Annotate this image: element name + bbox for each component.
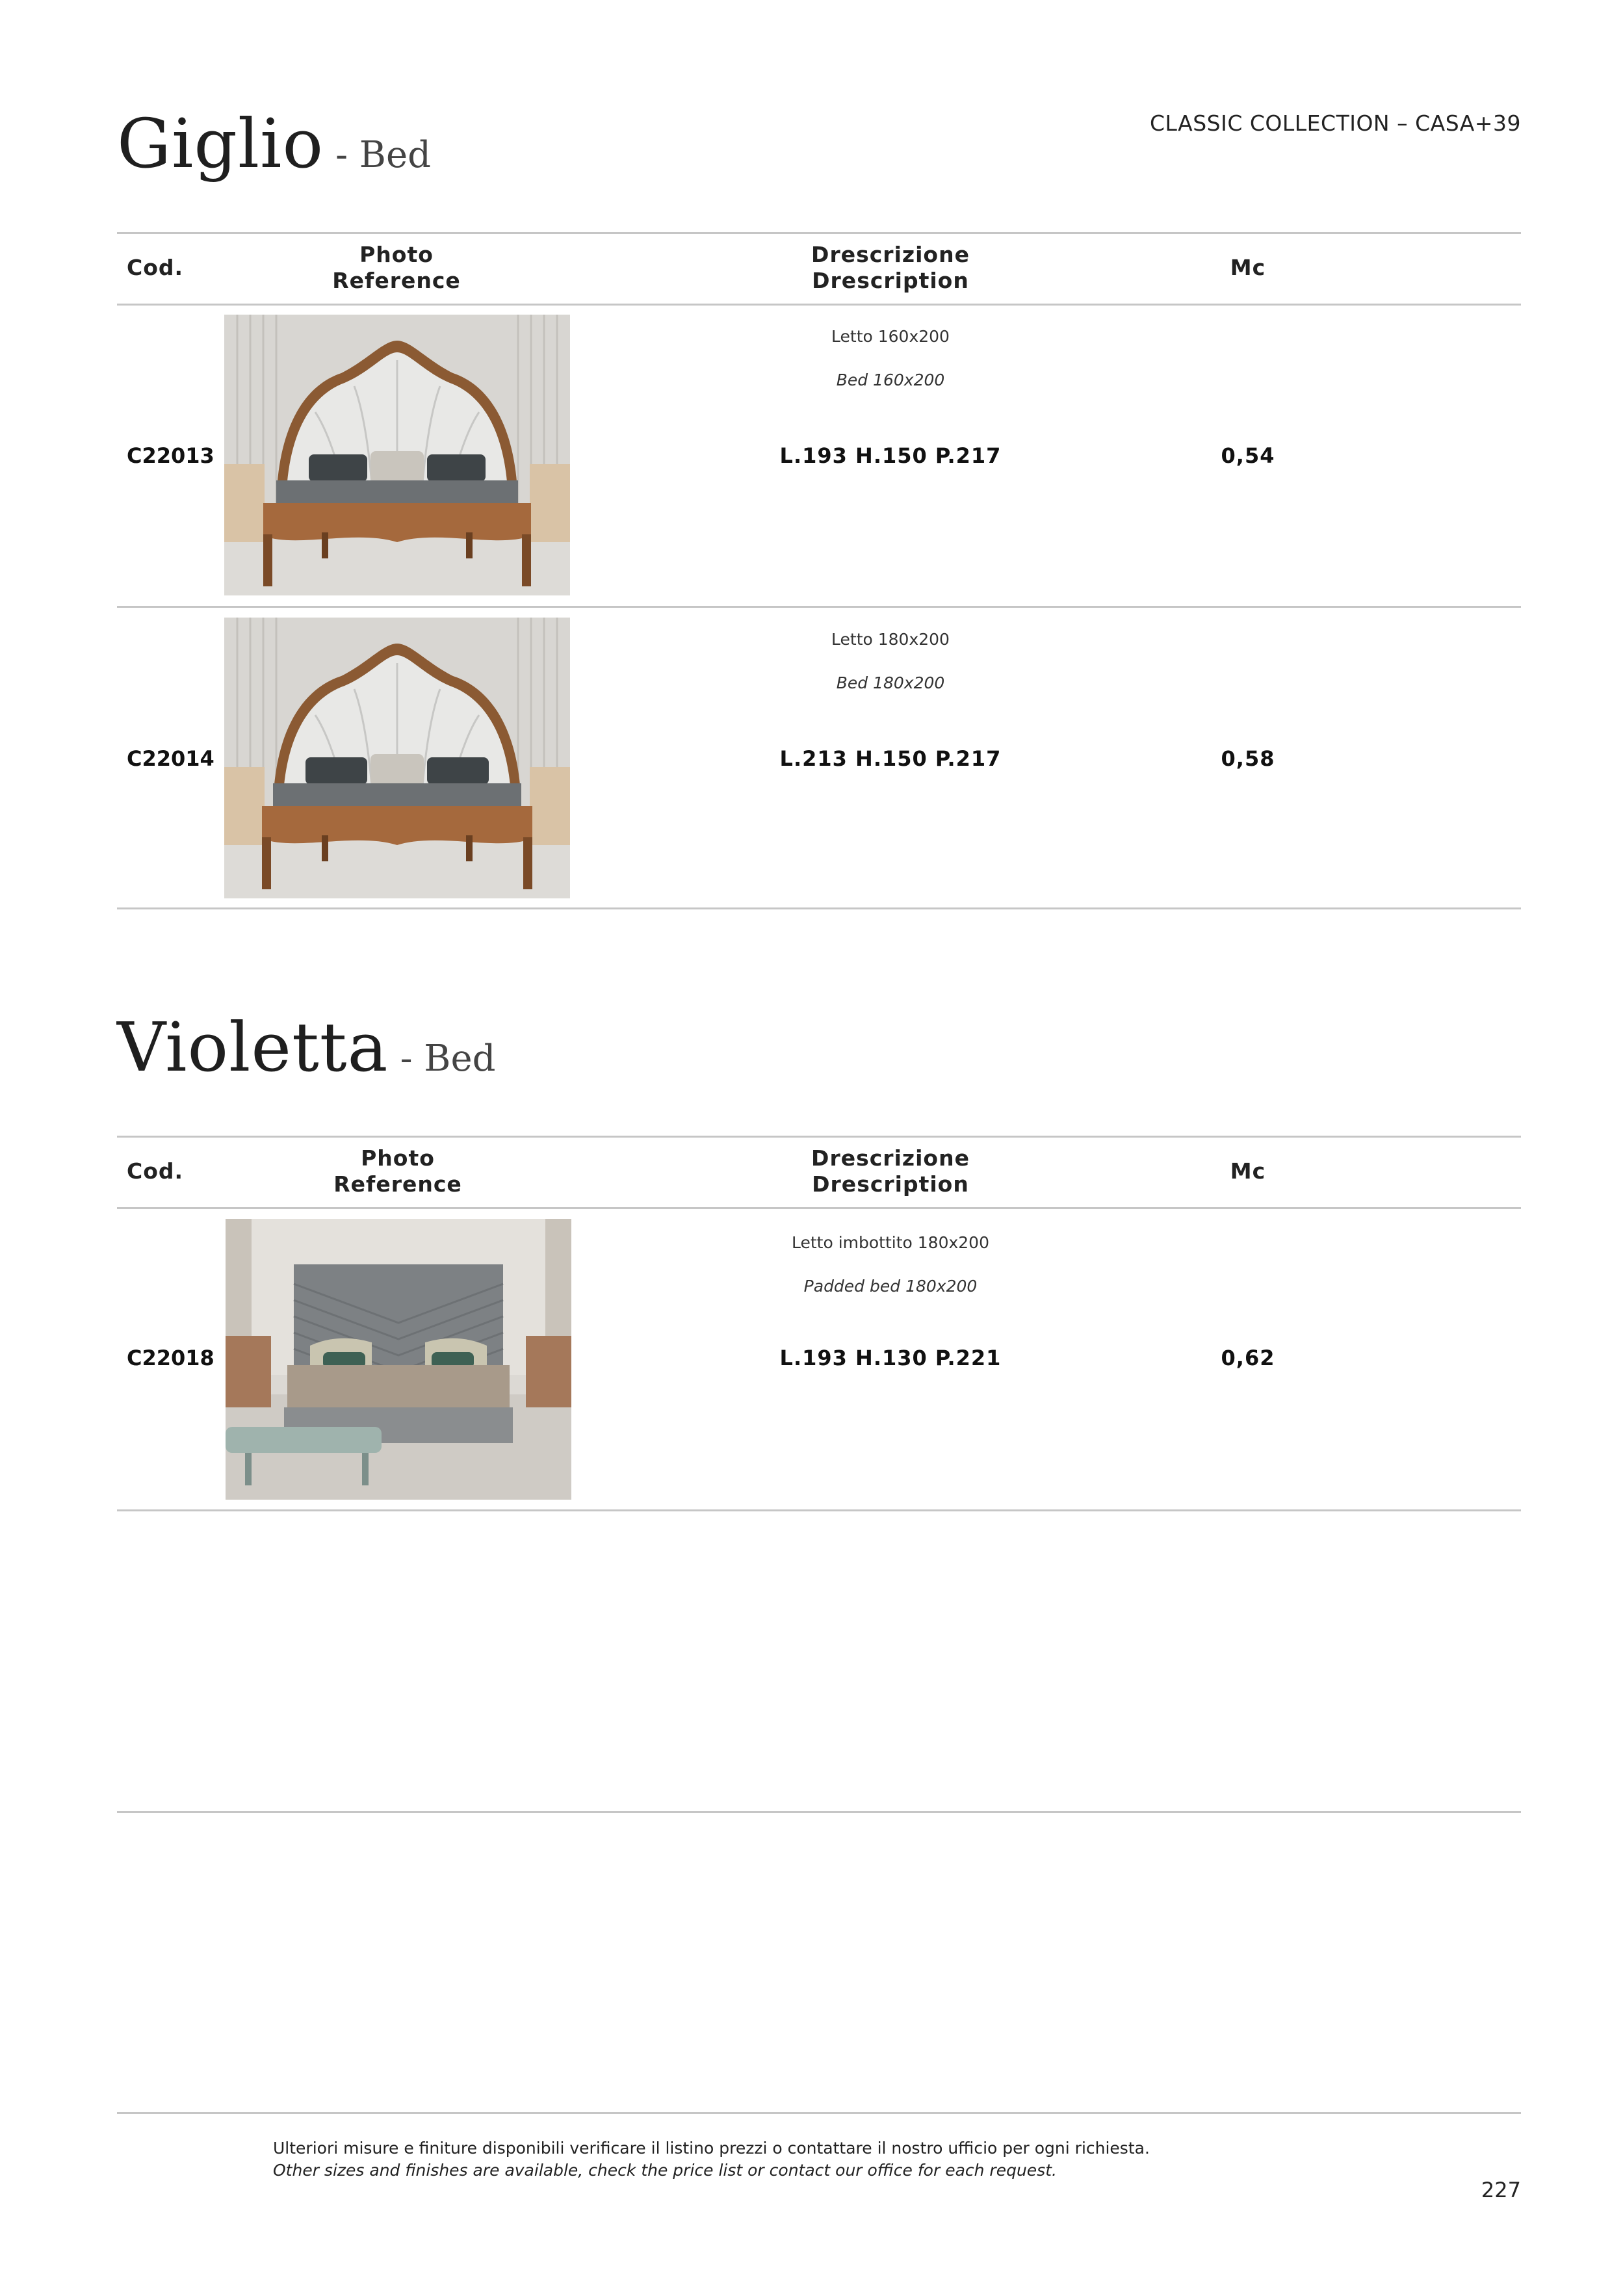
column-header-description-line2: Drescription bbox=[812, 268, 969, 293]
column-header-mc: Mc bbox=[1230, 1158, 1266, 1184]
volume-mc: 0,62 bbox=[1221, 1346, 1275, 1370]
product-code: C22018 bbox=[127, 1346, 214, 1370]
column-header-photo-line1: Photo bbox=[361, 1145, 435, 1171]
dimensions: L.193 H.150 P.217 bbox=[779, 443, 1002, 468]
product-type: - Bed bbox=[400, 1037, 496, 1080]
table-header-rule bbox=[117, 1207, 1521, 1209]
description-italian: Letto 180x200 bbox=[831, 630, 950, 649]
dimensions: L.193 H.130 P.221 bbox=[779, 1346, 1002, 1370]
column-header-photo-line2: Reference bbox=[333, 1171, 462, 1197]
section-title-violetta bbox=[117, 1008, 495, 1087]
description-english: Bed 180x200 bbox=[836, 673, 945, 692]
description-italian: Letto imbottito 180x200 bbox=[791, 1233, 989, 1252]
dimensions: L.213 H.150 P.217 bbox=[779, 746, 1002, 771]
column-header-photo-line2: Reference bbox=[332, 268, 461, 293]
section-divider bbox=[117, 1811, 1521, 1813]
column-header-cod: Cod. bbox=[127, 1158, 184, 1184]
table-bottom-rule bbox=[117, 1509, 1521, 1511]
section-title-giglio bbox=[117, 104, 431, 183]
product-photo-giglio-180 bbox=[224, 618, 570, 898]
collection-label: CLASSIC COLLECTION – CASA+39 bbox=[1149, 111, 1521, 136]
column-header-photo-line1: Photo bbox=[359, 242, 434, 267]
product-name: Giglio bbox=[117, 104, 324, 183]
column-header-mc: Mc bbox=[1230, 255, 1266, 280]
footer-note-italian: Ulteriori misure e finiture disponibili verificare il listino prezzi o contattare il nostro ufficio per ogni richiesta. bbox=[273, 2139, 1150, 2158]
column-header-description bbox=[760, 1145, 1020, 1197]
product-name: Violetta bbox=[117, 1008, 389, 1087]
table-header-rule bbox=[117, 304, 1521, 306]
volume-mc: 0,54 bbox=[1221, 443, 1275, 468]
column-header-description-line2: Drescription bbox=[812, 1171, 969, 1197]
column-header-photo bbox=[305, 242, 487, 294]
table-bottom-rule bbox=[117, 907, 1521, 909]
volume-mc: 0,58 bbox=[1221, 746, 1275, 771]
table-top-rule bbox=[117, 1136, 1521, 1138]
column-header-description-line1: Drescrizione bbox=[811, 242, 970, 267]
page-number: 227 bbox=[1481, 2178, 1521, 2202]
product-photo-violetta bbox=[226, 1219, 571, 1500]
product-code: C22014 bbox=[127, 746, 214, 771]
column-header-description bbox=[760, 242, 1020, 294]
row-divider bbox=[117, 606, 1521, 608]
footer-note-english: Other sizes and finishes are available, check the price list or contact our office for each request. bbox=[273, 2161, 1057, 2180]
footer-note bbox=[273, 2137, 1150, 2182]
description-italian: Letto 160x200 bbox=[831, 327, 950, 346]
description-english: Padded bed 180x200 bbox=[803, 1277, 978, 1296]
product-code: C22013 bbox=[127, 443, 214, 468]
product-type: - Bed bbox=[335, 134, 431, 176]
column-header-photo bbox=[307, 1145, 489, 1197]
description-english: Bed 160x200 bbox=[836, 371, 945, 389]
table-top-rule bbox=[117, 232, 1521, 234]
column-header-description-line1: Drescrizione bbox=[811, 1145, 970, 1171]
footer-rule bbox=[117, 2112, 1521, 2114]
product-photo-giglio-160 bbox=[224, 315, 570, 595]
column-header-cod: Cod. bbox=[127, 255, 184, 280]
